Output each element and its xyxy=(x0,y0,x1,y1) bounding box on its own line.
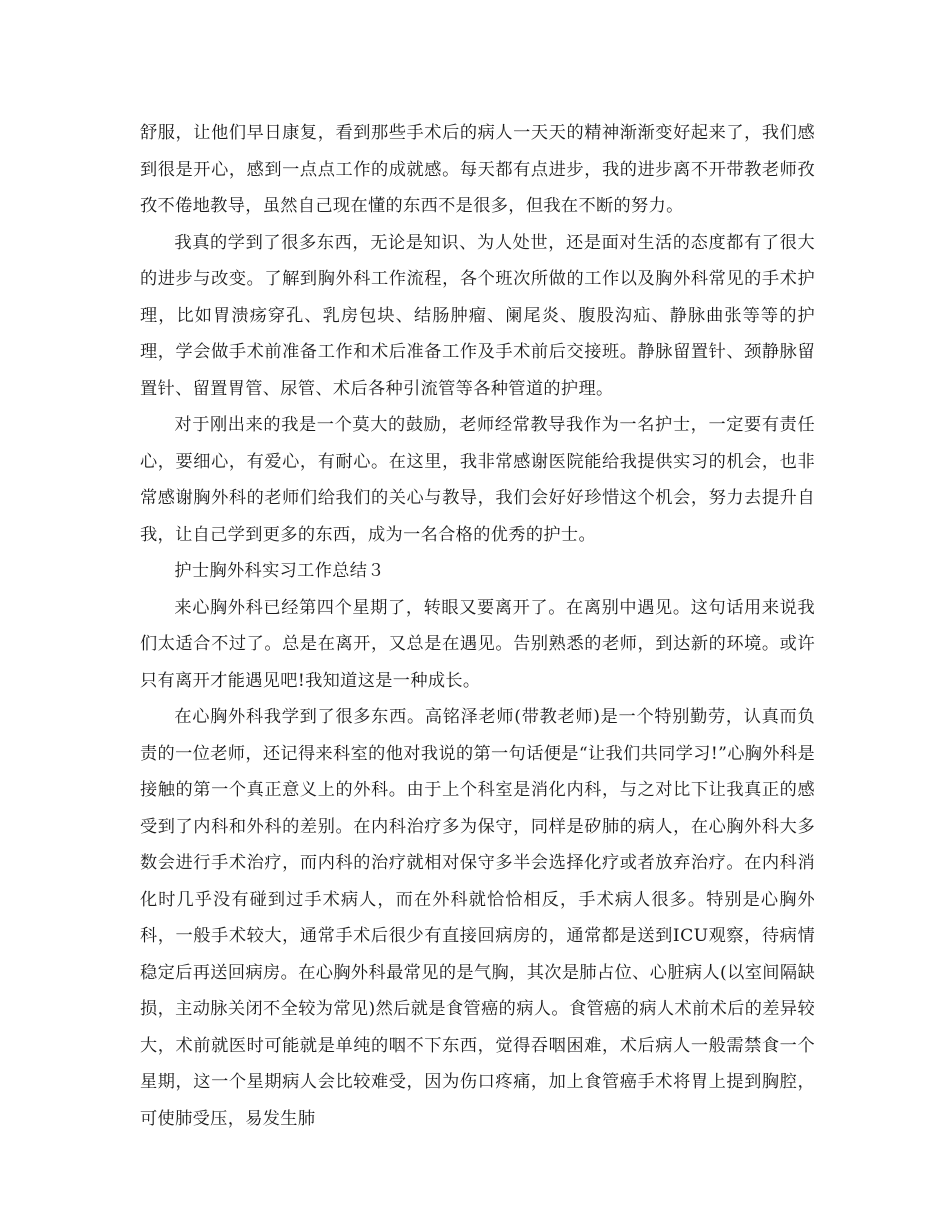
paragraph: 舒服，让他们早日康复，看到那些手术后的病人一天天的精神渐渐变好起来了，我们感到很是开心，感到一点点工作的成就感。每天都有点进步，我的进步离不开带教老师孜孜不倦地教导，虽然自己现在懂的东西不是很多，但我在不断的努力。 xyxy=(140,123,815,216)
paragraph: 对于刚出来的我是一个莫大的鼓励，老师经常教导我作为一名护士，一定要有责任心，要细心，有爱心，有耐心。在这里，我非常感谢医院能给我提供实习的机会，也非常感谢胸外科的老师们给我们的关心与教导，我们会好好珍惜这个机会，努力去提升自我，让自己学到更多的东西，成为一名合格的优秀的护士。 xyxy=(140,415,815,545)
document-body xyxy=(140,115,815,1137)
paragraph: 在心胸外科我学到了很多东西。高铭泽老师(带教老师)是一个特别勤劳，认真而负责的一位老师，还记得来科室的他对我说的第一句话便是“让我们共同学习!”心胸外科是接触的第一个真正意义上的外科。由于上个科室是消化内科，与之对比下让我真正的感受到了内科和外科的差别。在内科治疗多为保守，同样是矽肺的病人，在心胸外科大多数会进行手术治疗，而内科的治疗就相对保守多半会选择化疗或者放弃治疗。在内科消化时几乎没有碰到过手术病人，而在外科就恰恰相反，手术病人很多。特别是心胸外科，一般手术较大，通常手术后很少有直接回病房的，通常都是送到ICU观察，待病情稳定后再送回病房。在心胸外科最常见的是气胸，其次是肺占位、心脏病人(以室间隔缺损，主动脉关闭不全较为常见)然后就是食管癌的病人。食管癌的病人术前术后的差异较大，术前就医时可能就是单纯的咽不下东西，觉得吞咽困难，术后病人一般需禁食一个星期，这一个星期病人会比较难受，因为伤口疼痛，加上食管癌手术将胃上提到胸腔，可使肺受压，易发生肺 xyxy=(140,707,815,1129)
paragraph: 我真的学到了很多东西，无论是知识、为人处世，还是面对生活的态度都有了很大的进步与改变。了解到胸外科工作流程，各个班次所做的工作以及胸外科常见的手术护理，比如胃溃疡穿孔、乳房包块、结肠肿瘤、阑尾炎、腹股沟疝、静脉曲张等等的护理，学会做手术前准备工作和术后准备工作及手术前后交接班。静脉留置针、颈静脉留置针、留置胃管、尿管、术后各种引流管等各种管道的护理。 xyxy=(140,232,815,399)
section-heading: 护士胸外科实习工作总结３ xyxy=(174,561,385,581)
paragraph: 来心胸外科已经第四个星期了，转眼又要离开了。在离别中遇见。这句话用来说我们太适合不过了。总是在离开，又总是在遇见。告别熟悉的老师，到达新的环境。或许只有离开才能遇见吧!我知道这是一种成长。 xyxy=(140,597,815,691)
